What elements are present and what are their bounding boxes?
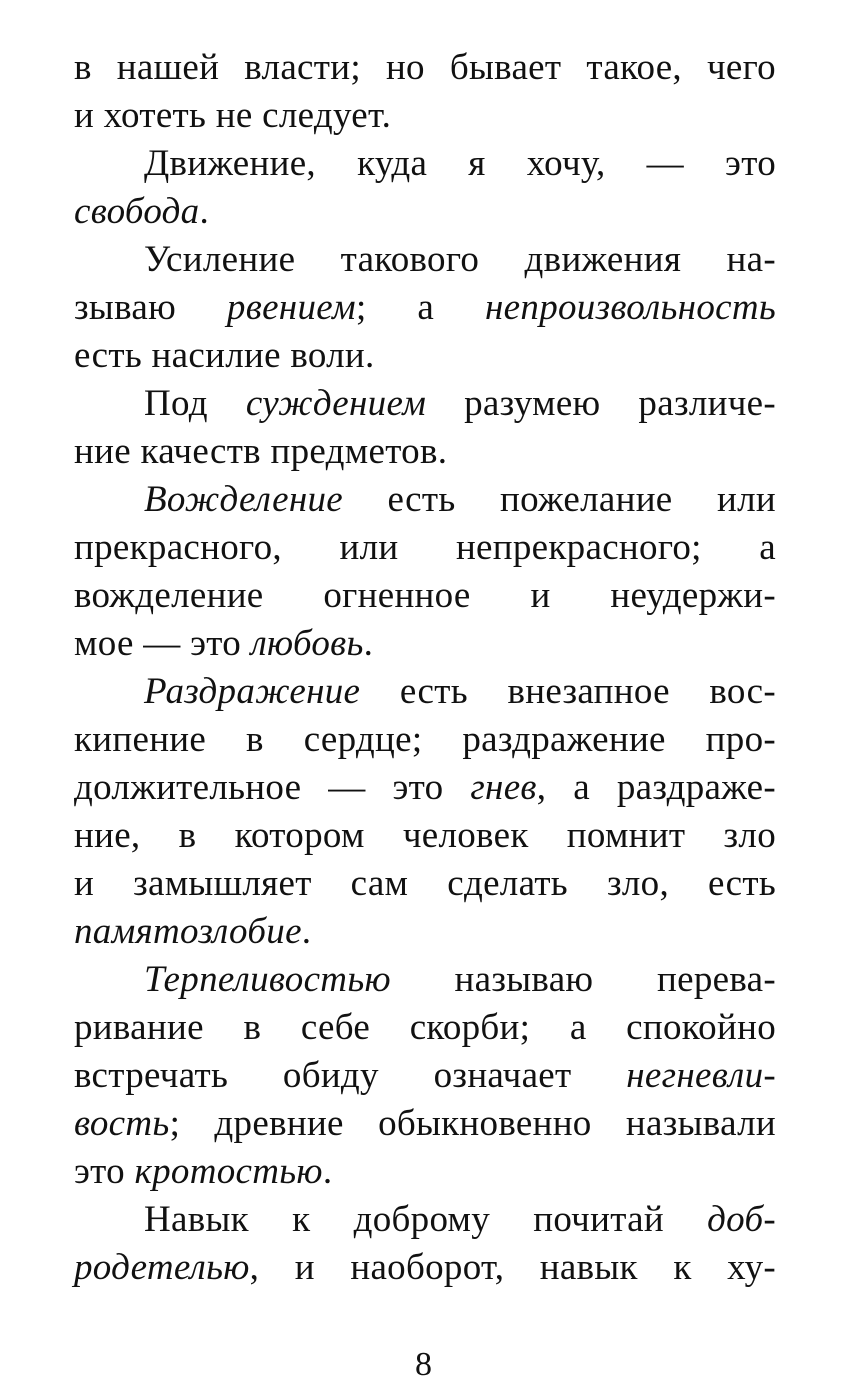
paragraph-6	[74, 956, 776, 1196]
paragraph-1	[74, 140, 776, 236]
text-line	[74, 764, 776, 812]
text-run: Под	[144, 383, 246, 424]
italic-term: памятозлобие	[74, 911, 302, 952]
text-line	[74, 860, 776, 908]
text-run: зываю	[74, 287, 227, 328]
text-line	[74, 620, 776, 668]
text-line	[74, 1052, 776, 1100]
text-run: ; древние обыкновенно называли	[169, 1103, 776, 1144]
text-line	[74, 236, 776, 284]
text-run: .	[199, 191, 210, 232]
text-run: есть пожелание или	[343, 479, 776, 520]
text-run: и замышляет сам сделать зло, есть	[74, 863, 776, 904]
text-run: должительное — это	[74, 767, 471, 808]
text-line	[74, 1148, 776, 1196]
text-run: .	[301, 911, 312, 952]
text-run: есть насилие воли.	[74, 335, 375, 376]
text-run: называю перева-	[390, 959, 776, 1000]
text-run: Усиление такового движения на-	[144, 239, 776, 280]
text-line	[74, 956, 776, 1004]
text-line	[74, 44, 776, 92]
text-line	[74, 476, 776, 524]
text-run: прекрасного, или непрекрасного; а	[74, 527, 776, 568]
text-run: .	[322, 1151, 333, 1192]
text-line	[74, 140, 776, 188]
text-run: кипение в сердце; раздражение про-	[74, 719, 776, 760]
page-body	[74, 44, 776, 1292]
text-run: ривание в себе скорби; а спокойно	[74, 1007, 776, 1048]
text-line	[74, 284, 776, 332]
text-line	[74, 188, 776, 236]
text-run: , а раздраже-	[536, 767, 776, 808]
italic-term: негневли-	[626, 1055, 776, 1096]
paragraph-5	[74, 668, 776, 956]
text-run: есть внезапное вос-	[360, 671, 776, 712]
text-run: в нашей власти; но бывает такое, чего	[74, 47, 776, 88]
text-run: мое — это	[74, 623, 251, 664]
paragraph-7	[74, 1196, 776, 1292]
text-line	[74, 1244, 776, 1292]
text-run: и хотеть не следует.	[74, 95, 392, 136]
text-line	[74, 1100, 776, 1148]
text-run: Движение, куда я хочу, — это	[144, 143, 776, 184]
italic-term: Вожделение	[144, 479, 344, 520]
text-line	[74, 1004, 776, 1052]
text-run: Навык к доброму почитай	[144, 1199, 708, 1240]
text-run: встречать обиду означает	[74, 1055, 627, 1096]
italic-term: Раздражение	[144, 671, 361, 712]
text-run: это	[74, 1151, 135, 1192]
page-number: 8	[415, 1346, 432, 1383]
italic-term: непроизвольность	[485, 287, 777, 328]
text-line	[74, 572, 776, 620]
paragraph-2	[74, 236, 776, 380]
text-run: ние, в котором человек помнит зло	[74, 815, 776, 856]
text-line	[74, 812, 776, 860]
italic-term: свобода	[74, 191, 200, 232]
text-line	[74, 716, 776, 764]
italic-term: гнев	[470, 767, 537, 808]
italic-term: любовь	[250, 623, 364, 664]
text-line	[74, 92, 776, 140]
text-line	[74, 332, 776, 380]
text-line	[74, 1196, 776, 1244]
paragraph-3	[74, 380, 776, 476]
text-run: ние качеств предметов.	[74, 431, 448, 472]
italic-term: родетелью	[74, 1247, 250, 1288]
text-line	[74, 428, 776, 476]
italic-term: рвением	[226, 287, 356, 328]
text-run: ; а	[355, 287, 486, 328]
paragraph-4	[74, 476, 776, 668]
italic-term: суждением	[245, 383, 427, 424]
italic-term: вость	[74, 1103, 170, 1144]
paragraph-0	[74, 44, 776, 140]
italic-term: кротостью	[134, 1151, 323, 1192]
text-run: вожделение огненное и неудержи-	[74, 575, 776, 616]
text-line	[74, 524, 776, 572]
text-line	[74, 380, 776, 428]
italic-term: Терпеливостью	[144, 959, 391, 1000]
text-line	[74, 908, 776, 956]
text-line	[74, 668, 776, 716]
italic-term: доб-	[707, 1199, 776, 1240]
text-run: разумею различе-	[426, 383, 776, 424]
text-run: , и наоборот, навык к ху-	[249, 1247, 776, 1288]
text-run: .	[363, 623, 374, 664]
